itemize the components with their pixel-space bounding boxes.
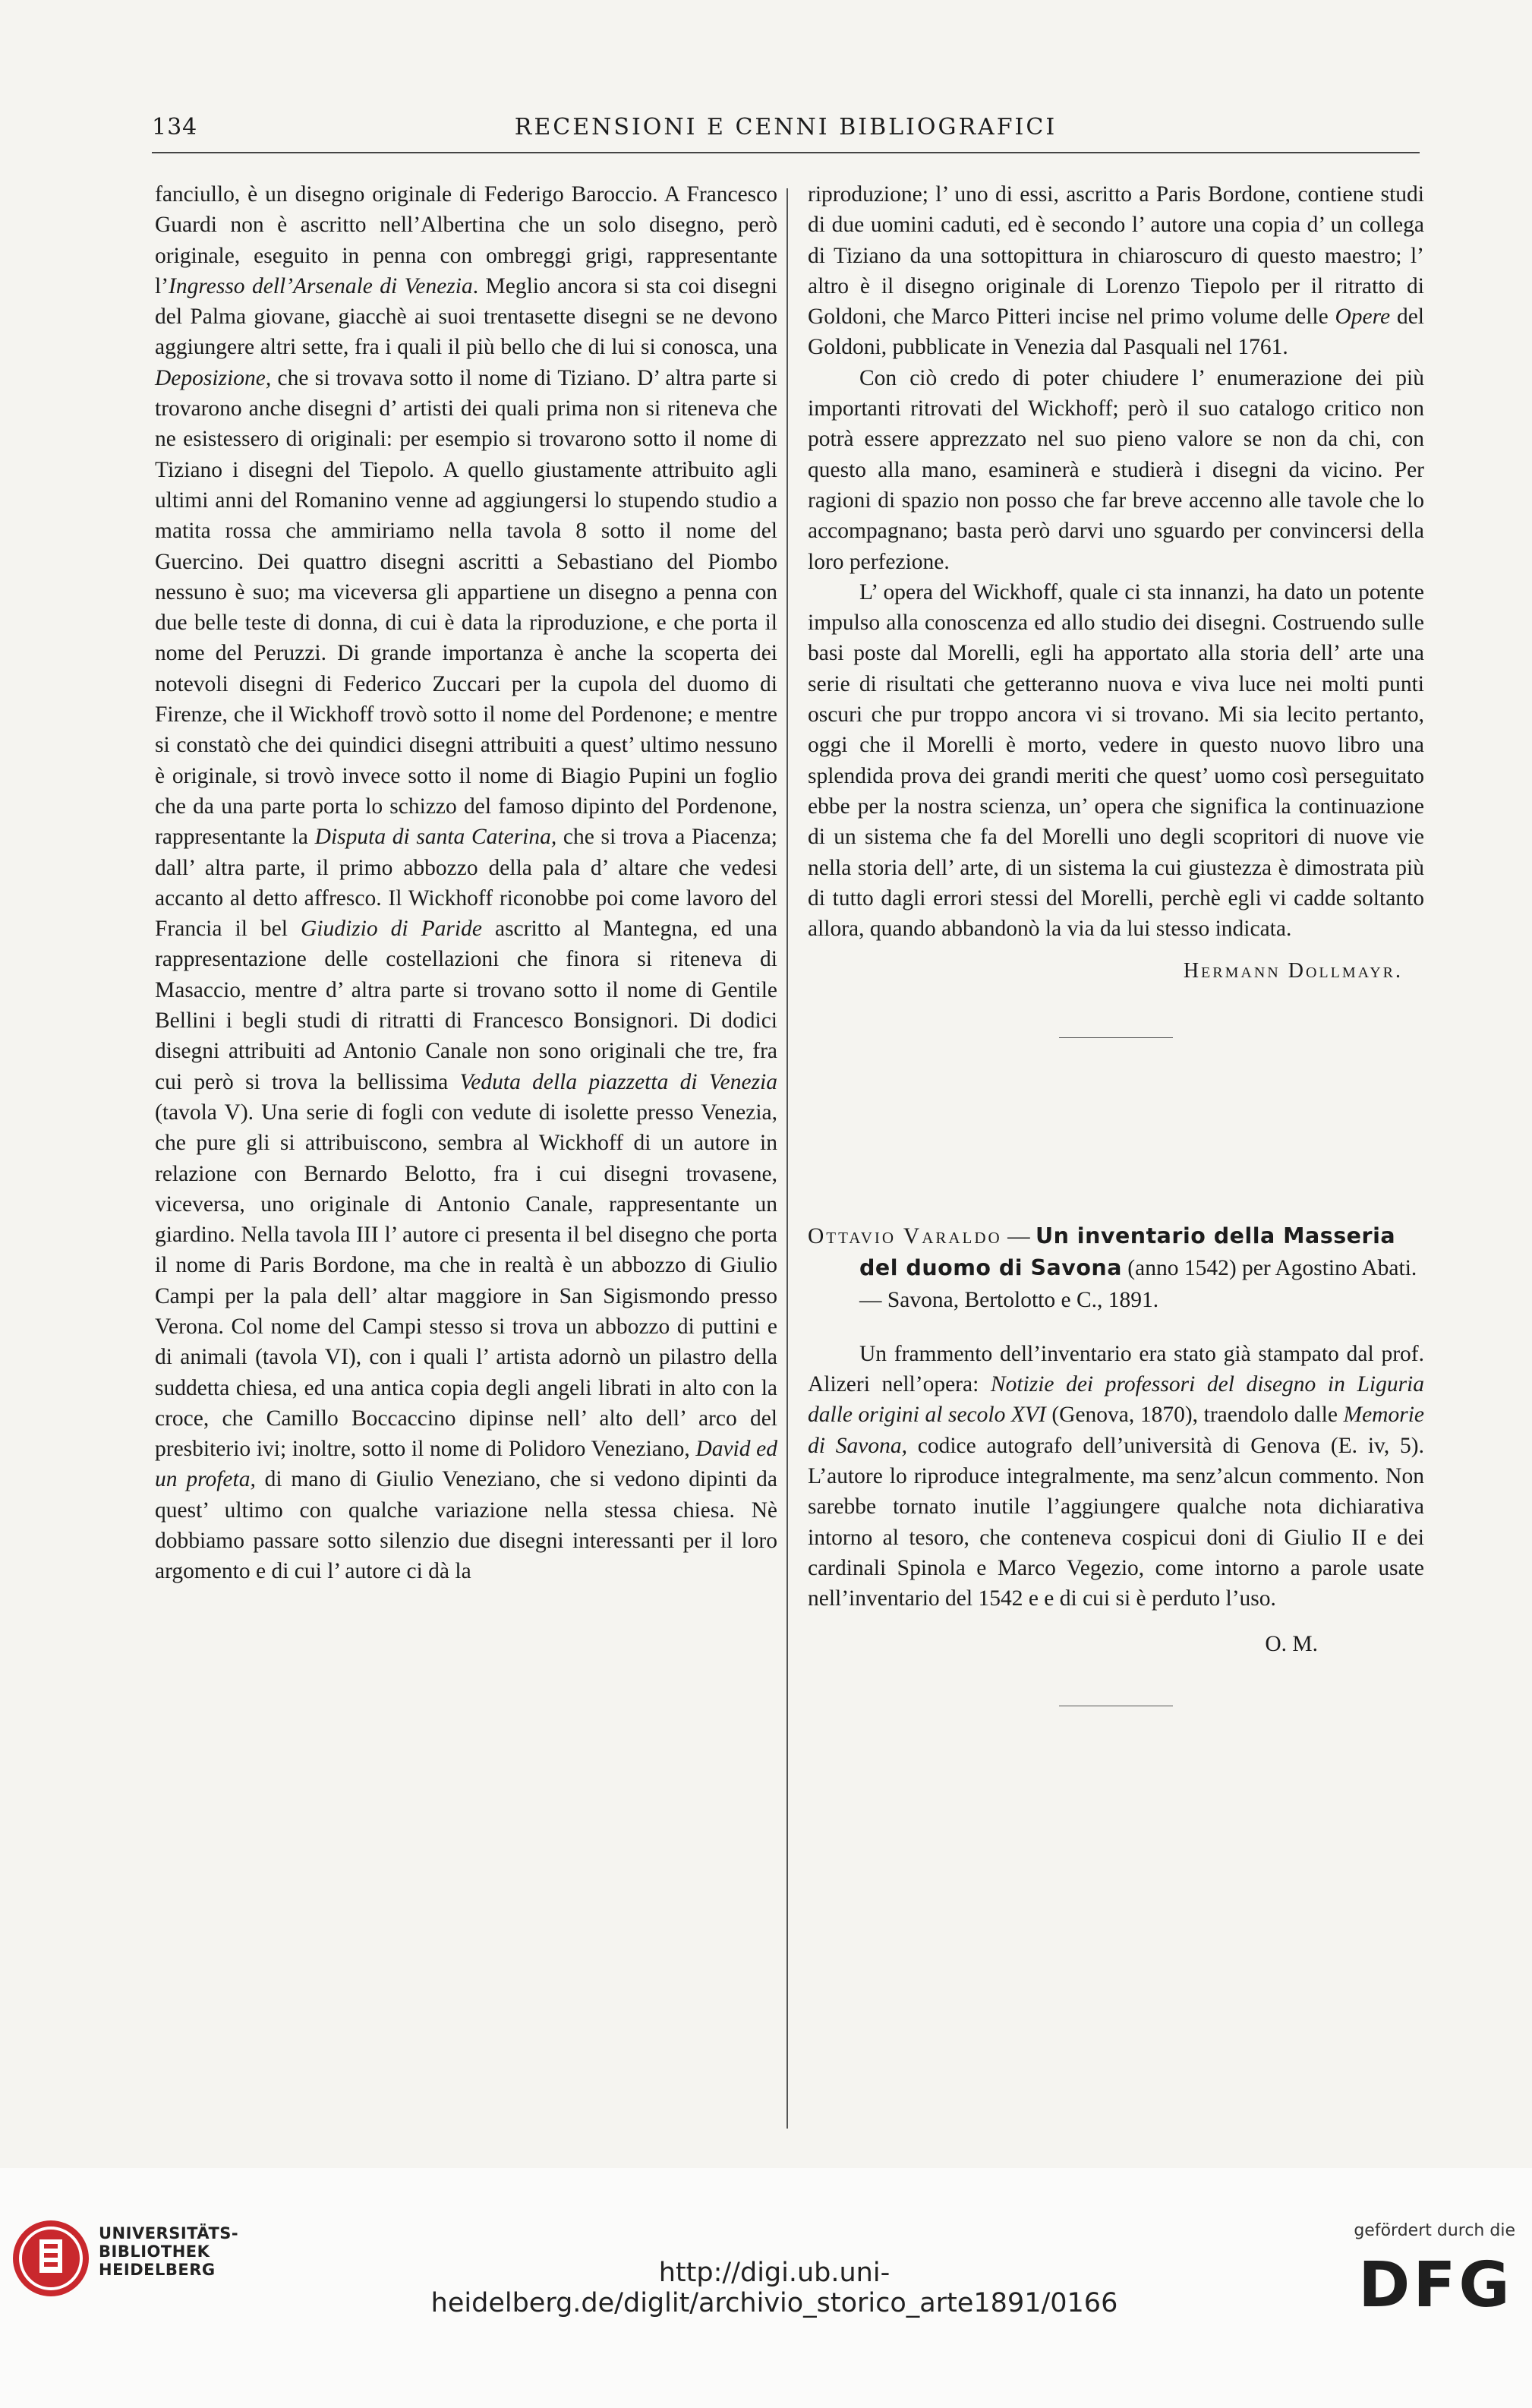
right-column	[808, 179, 1424, 1706]
entry-dash: —	[1001, 1223, 1036, 1248]
running-title: RECENSIONI E CENNI BIBLIOGRAFICI	[514, 114, 1058, 140]
dfg-logo-icon	[1356, 2253, 1515, 2314]
text-run: codice autografo dell’università di Genova (E. iv, 5). L’autore lo riproduce integralmente, ma senz’alcun commento. Non sarebbe tornato inutile l’aggiungere qualche nota dichiarativa intorno al tesoro, che conteneva cospicui doni di Giulio II e dei cardinali Spinola e Marco Vegezio, come intorno a parole usate nell’inventario del 1542 e e di cui si è perduto l’uso.	[808, 1433, 1424, 1611]
section-separator	[1059, 1037, 1173, 1038]
header-rule	[152, 152, 1420, 153]
text-run: (Genova, 1870), traendolo dalle	[1045, 1403, 1344, 1428]
permalink-url[interactable]: http://digi.ub.uni-heidelberg.de/diglit/archivio_storico_arte1891/0166	[430, 2258, 1118, 2318]
dfg-logo-text: DFG	[1358, 2253, 1513, 2314]
university-library-name	[99, 2224, 238, 2279]
page-number: 134	[152, 114, 198, 140]
italic-title-run: Giudizio di Paride	[301, 917, 482, 942]
text-run: ascritto al Mantegna, ed una rappresentazione delle costellazioni che finora si riteneva di Masaccio, mentre d’ altra parte si trovano sotto il nome di Gentile Bellini i begli studi di ritratti di Francesco Bonsignori. Di dodici disegni attribuiti ad Antonio Canale non sono originali che tre, fra cui però si trova la bellissima	[155, 917, 778, 1094]
italic-title-run: Disputa di santa Caterina,	[314, 825, 557, 850]
text-run: che si trova a Piacenza; dall’ altra parte, il primo abbozzo della pala d’ altare che vedesi accanto al detto affresco. Il Wickhoff riconobbe poi come lavoro del Francia il bel	[155, 825, 777, 942]
text-run: che si trovava sotto il nome di Tiziano. D’ altra parte si trovarono anche disegni d’ artisti dei quali prima non si riteneva che ne esistessero di originali: per esempio si trovarono sotto il nome di Tiziano i disegni del Tiepolo. A quello giustamente attribuito agli ultimi anni del Romanino venne ad aggiungersi lo stupendo studio a matita rossa che ammiriamo nella tavola 8 sotto il nome del Guercino. Dei quattro disegni ascritti a Sebastiano del Piombo nessuno è suo; ma viceversa gli appartiene un disegno a penna con due belle teste di donna, di cui è data la riproduzione, e che porta il nome del Peruzzi. Di grande importanza è anche la scoperta dei notevoli disegni di Federico Zuccari per la cupola del duomo di Firenze, che il Wickhoff trovò sotto il nome del Pordenone; e mentre si constatò che dei quindici disegni attribuiti a quest’ ultimo nessuno è originale, si trovò invece sotto il nome di Biagio Pupini un foglio che da una parte porta lo schizzo del famoso dipinto del Pordenone, rappresentante la	[155, 365, 777, 850]
italic-title-run: David ed un profeta,	[155, 1437, 777, 1492]
institution-line: UNIVERSITÄTS-	[99, 2224, 239, 2242]
funding-note: gefördert durch die	[1354, 2221, 1515, 2240]
institution-line: HEIDELBERG	[99, 2261, 216, 2279]
running-head	[152, 114, 1420, 147]
italic-title-run: Veduta della piazzetta di Venezia	[459, 1069, 777, 1094]
italic-title-run: Memorie di Savona,	[808, 1403, 1424, 1458]
text-run: Con ciò credo di poter chiudere l’ enumerazione dei più importanti ritrovati del Wickhoff; però il suo catalogo critico non potrà essere apprezzato nel suo pieno valore se non da chi, con questo alla mano, esaminerà e studierà i disegni da vicino. Per ragioni di spazio non posso che far breve accenno alle tavole che lo accompagnano; basta però darvi uno sguardo per convincersi della loro perfezione.	[808, 365, 1424, 574]
left-paragraph	[155, 179, 777, 1587]
entry-body	[808, 1339, 1424, 1614]
entry-details: (anno 1542) per Agostino Abati. — Savona, Bertolotto e C., 1891.	[859, 1255, 1417, 1312]
digitization-footer	[0, 2168, 1532, 2408]
italic-title-run: Ingresso dell’Arsenale di Venezia	[169, 273, 473, 298]
right-paragraph-3	[808, 577, 1424, 945]
text-run: . Meglio ancora si sta coi disegni del Palma giovane, giacchè ai suoi trentasette disegni se ne devono aggiungere altri sette, fra i quali il più bello che di lui si conosca, una	[155, 273, 777, 360]
text-run: (tavola V). Una serie di fogli con vedute di isolette presso Venezia, che pure gli si attribuiscono, sembra al Wickhoff di un autore in relazione con Bernardo Belotto, fra i cui disegni trovasene, viceversa, uno originale di Antonio Canale, rappresentante un giardino. Nella tavola III l’ autore ci presenta il bel disegno che porta il nome di Paris Bordone, ma che in realtà è un abbozzo di Giulio Campi per la pala dell’ altar maggiore in San Sigismondo presso Verona. Col nome del Campi stesso si trova un abbozzo di puttini e di animali (tavola VI), con i quali l’ artista adornò un pilastro della suddetta chiesa, ed una antica copia degli angeli librati in alto con la croce, che Camillo Boccaccino dipinse nell’ alto dell’ arco del presbiterio ivi; inoltre, sotto il nome di Polidoro Veneziano,	[155, 1100, 777, 1462]
left-column	[155, 179, 777, 1587]
italic-title-run: Opere	[1335, 305, 1391, 330]
italic-title-run: Notizie dei professori del disegno in Liguria dalle origini al secolo XVI	[808, 1372, 1424, 1428]
text-run: L’ opera del Wickhoff, quale ci sta innanzi, ha dato un potente impulso alla conoscenza ed allo studio dei disegni. Costruendo sulle basi poste dal Morelli, egli ha apportato alla storia dell’ arte una serie di risultati che getteranno nuova e viva luce nei molti punti oscuri che pur troppo ancora vi si trovano. Mi sia lecito pertanto, oggi che il Morelli è morto, vedere in questo nuovo libro una splendida prova dei grandi meriti che quest’ uomo così perseguitato ebbe per la nostra scienza, un’ opera che significa la continuazione di un sistema che fa del Morelli uno degli scopritori di nuove vie nella storia dell’ arte, di un sistema la cui giustezza è dimostrata più di tutto dagli errori stessi del Morelli, perchè egli vi cadde soltanto allora, quando abbandonò la via da lui stesso indicata.	[808, 579, 1424, 942]
review-signature: Hermann Dollmayr.	[1183, 959, 1403, 983]
entry-author: Ottavio Varaldo	[808, 1223, 1002, 1248]
right-paragraph-1	[808, 179, 1424, 363]
text-run: fanciullo, è un disegno originale di Federigo Baroccio. A Francesco Guardi non è ascritto nell’Albertina che un solo disegno, però originale, eseguito in penna con ombreggi grigi, rappresentante l’	[155, 182, 777, 298]
text-run: riproduzione; l’ uno di essi, ascritto a Paris Bordone, contiene studi di due uomini caduti, ed è secondo l’ autore una copia d’ un collega di Tiziano da una sottopittura in chiaroscuro di questo maestro; l’ altro è il disegno originale di Lorenzo Tiepolo per il ritratto di Goldoni, che Marco Pitteri incise nel primo volume delle	[808, 182, 1424, 330]
text-run: Un frammento dell’inventario era stato già stampato dal prof. Alizeri nell’opera:	[808, 1341, 1424, 1397]
text-run: di mano di Giulio Veneziano, che si vedono dipinti da quest’ ultimo con qualche variazione nella stessa chiesa. Nè dobbiamo passare sotto silenzio due disegni interessanti per il loro argomento e di cui l’ autore ci dà la	[155, 1467, 777, 1584]
bibliographic-entry	[808, 1220, 1424, 1316]
institution-line: BIBLIOTHEK	[99, 2242, 210, 2261]
italic-title-run: Deposizione,	[155, 365, 272, 390]
university-seal-icon	[9, 2217, 93, 2300]
column-divider	[786, 188, 788, 2129]
right-paragraph-2	[808, 363, 1424, 577]
entry-initials: O. M.	[1265, 1632, 1318, 1657]
text-run: del Goldoni, pubblicate in Venezia dal Pasquali nel 1761.	[808, 305, 1424, 360]
entry-title: Un inventario della Masseria del duomo di Savona	[859, 1223, 1396, 1280]
